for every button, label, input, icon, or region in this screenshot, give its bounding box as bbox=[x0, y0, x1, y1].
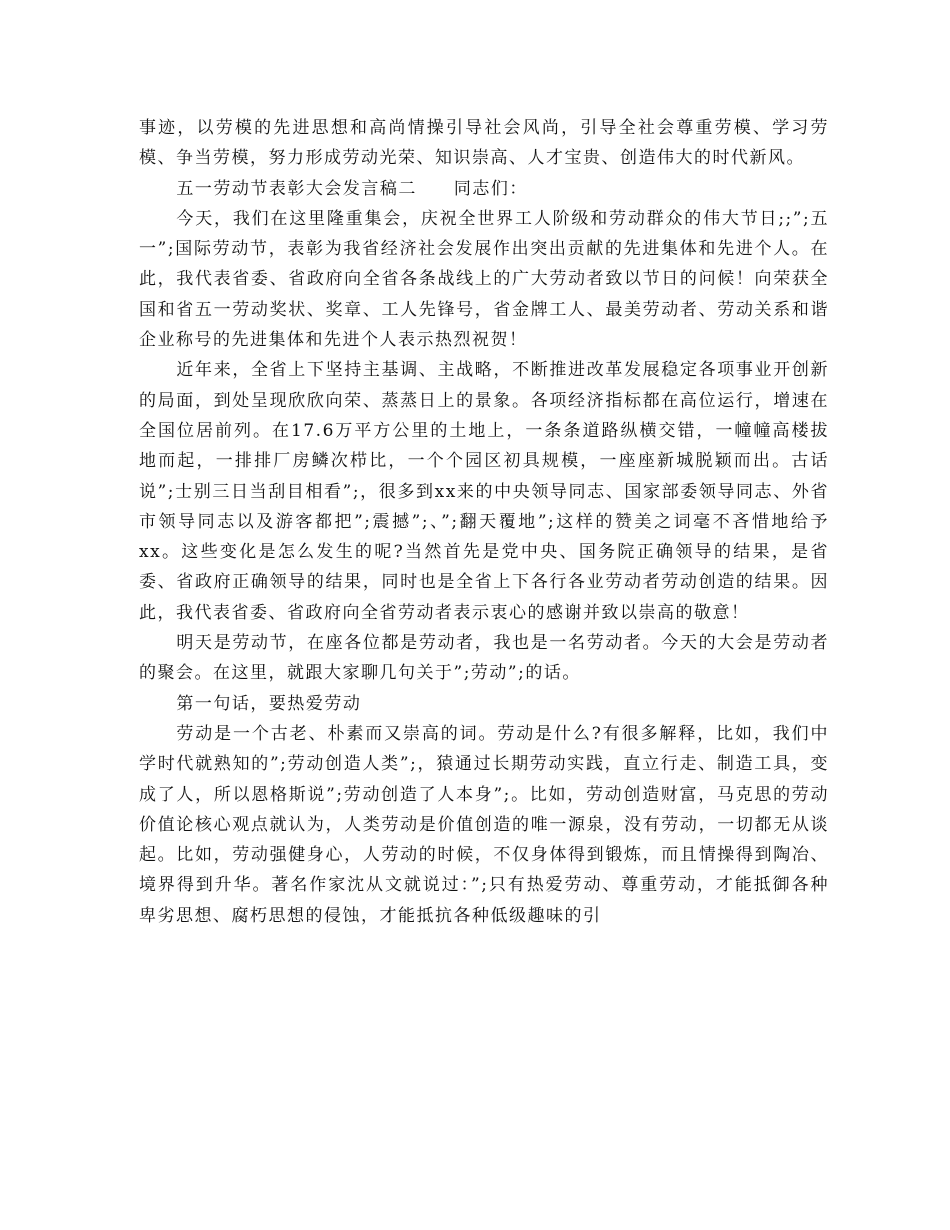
paragraph-continuation: 事迹，以劳模的先进思想和高尚情操引导社会风尚，引导全社会尊重劳模、学习劳模、争当劳模，努力形成劳动光荣、知识崇高、人才宝贵、创造伟大的时代新风。 bbox=[139, 118, 829, 169]
section-heading: 五一劳动节表彰大会发言稿二 同志们： bbox=[176, 178, 528, 199]
subheading: 第一句话，要热爱劳动 bbox=[176, 693, 362, 714]
paragraph: 劳动是一个古老、朴素而又崇高的词。劳动是什么?有很多解释，比如，我们中学时代就熟知的”;劳动创造人类”;，猿通过长期劳动实践，直立行走、制造工具，变成了人，所以恩格斯说”;劳动创造了人本身”;。比如，劳动创造财富，马克思的劳动价值论核心观点就认为，人类劳动是价值创造的唯一源泉，没有劳动，一切都无从谈起。比如，劳动强健身心，人劳动的时候，不仅身体得到锻炼，而且情操得到陶冶、境界得到升华。著名作家沈从文就说过：”;只有热爱劳动、尊重劳动，才能抵御各种卑劣思想、腐朽思想的侵蚀，才能抵抗各种低级趣味的引 bbox=[139, 723, 829, 926]
paragraph: 近年来，全省上下坚持主基调、主战略，不断推进改革发展稳定各项事业开创新的局面，到处呈现欣欣向荣、蒸蒸日上的景象。各项经济指标都在高位运行，增速在全国位居前列。在17.6万平方公里的土地上，一条条道路纵横交错，一幢幢高楼拔地而起，一排排厂房鳞次栉比，一个个园区初具规模，一座座新城脱颖而出。古话说”;士别三日当刮目相看”;，很多到xx来的中央领导同志、国家部委领导同志、外省市领导同志以及游客都把”;震撼”;、”;翻天覆地”;这样的赞美之词毫不吝惜地给予xx。这些变化是怎么发生的呢?当然首先是党中央、国务院正确领导的结果，是省委、省政府正确领导的结果，同时也是全省上下各行各业劳动者劳动创造的结果。因此，我代表省委、省政府向全省劳动者表示衷心的感谢并致以崇高的敬意！ bbox=[139, 360, 829, 623]
paragraph: 明天是劳动节，在座各位都是劳动者，我也是一名劳动者。今天的大会是劳动者的聚会。在这里，就跟大家聊几句关于”;劳动”;的话。 bbox=[139, 633, 829, 684]
paragraph: 今天，我们在这里隆重集会，庆祝全世界工人阶级和劳动群众的伟大节日;;”;五一”;国际劳动节，表彰为我省经济社会发展作出突出贡献的先进集体和先进个人。在此，我代表省委、省政府向全省各条战线上的广大劳动者致以节日的问候！向荣获全国和省五一劳动奖状、奖章、工人先锋号，省金牌工人、最美劳动者、劳动关系和谐企业称号的先进集体和先进个人表示热烈祝贺！ bbox=[139, 208, 829, 351]
document-body bbox=[139, 113, 829, 931]
